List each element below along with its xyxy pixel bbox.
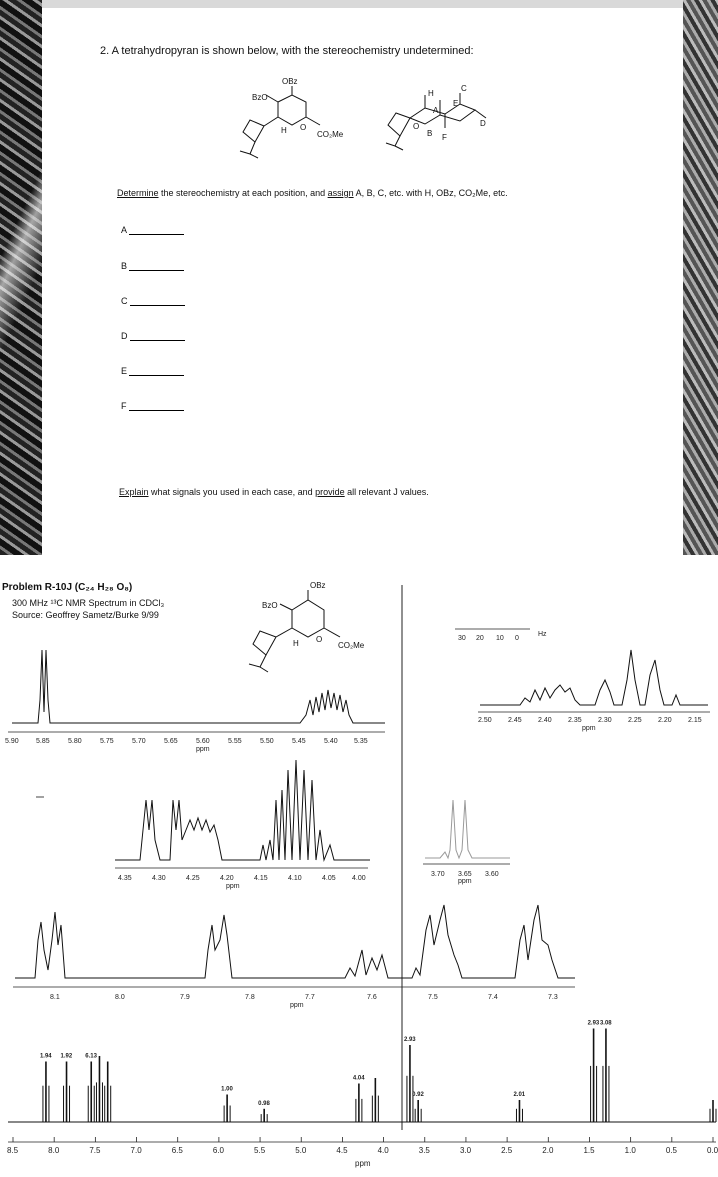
mol1-obz: OBz [282, 77, 298, 86]
aromatic-tick: 7.6 [367, 994, 377, 1001]
inset-2-tick: 2.30 [598, 717, 612, 724]
inset-1-tick: 5.75 [100, 738, 114, 745]
x-tick-label: 3.5 [418, 1146, 430, 1155]
blank-label: F [121, 401, 127, 411]
inset-2-unit: ppm [582, 725, 596, 732]
inset-3-tick: 4.20 [220, 875, 234, 882]
inset-1-tick: 5.55 [228, 738, 242, 745]
inset-2-tick: 2.15 [688, 717, 702, 724]
integral-label: 2.01 [513, 1092, 526, 1098]
hz-unit: Hz [538, 631, 547, 638]
inset-2-trace [480, 650, 708, 705]
inset-4-trace [425, 800, 510, 858]
inset-1-tick: 5.45 [292, 738, 306, 745]
blank-label: A [121, 225, 128, 235]
aromatic-tick: 7.5 [428, 994, 438, 1001]
integral-label: 1.00 [221, 1086, 233, 1093]
x-tick-label: 8.0 [48, 1146, 60, 1155]
inset-1 [8, 650, 385, 732]
main-spectrum [7, 1021, 718, 1156]
inset-4-unit: ppm [458, 878, 472, 885]
x-tick-label: 7.0 [130, 1146, 142, 1155]
mol1-bzo: BzO [252, 93, 268, 102]
mol1-h: H [281, 126, 287, 135]
integral-label: 0.92 [412, 1092, 424, 1098]
integral-label: 2.93 [403, 1037, 416, 1043]
mol1-o: O [300, 123, 307, 132]
problem-spectrum-info: 300 MHz ¹³C NMR Spectrum in CDCl₃ [12, 598, 165, 608]
integral-label: 1.94 [39, 1053, 52, 1060]
mol2-label-e: E [453, 99, 459, 108]
instr-verb2: assign [327, 188, 354, 198]
blank-label: B [121, 261, 128, 271]
explain-rest: all relevant J values. [344, 487, 429, 497]
integral-label: 4.04 [352, 1075, 365, 1082]
aromatic-tick: 7.7 [305, 994, 315, 1001]
inset-2-tick: 2.20 [658, 717, 672, 724]
aromatic-tick: 7.8 [245, 994, 255, 1001]
inset-1-tick: 5.35 [354, 738, 368, 745]
x-tick-label: 0.0 [707, 1146, 718, 1155]
mol3-o: O [316, 635, 323, 644]
x-tick-label: 7.5 [89, 1146, 101, 1155]
x-tick-label: 1.0 [624, 1146, 636, 1155]
inset-1-tick: 5.90 [5, 738, 19, 745]
integral-label: 3.08 [599, 1020, 612, 1027]
inset-1-unit: ppm [196, 746, 210, 753]
x-tick-label: 5.5 [254, 1146, 266, 1155]
instr-verb: Determine [117, 188, 159, 198]
hz-tick: 30 [458, 635, 466, 642]
inset-3-tick: 4.30 [152, 875, 166, 882]
instr-rest: A, B, C, etc. with H, OBz, CO₂Me, etc. [353, 188, 508, 198]
mol2-o: O [413, 122, 420, 131]
inset-1-tick: 5.70 [132, 738, 146, 745]
mol3-bzo: BzO [262, 601, 278, 610]
aromatic-tick: 7.9 [180, 994, 190, 1001]
inset-4 [423, 800, 510, 864]
mol1-co2me: CO₂Me [317, 130, 344, 139]
blank-label: D [121, 331, 128, 341]
x-tick-label: 4.0 [377, 1146, 389, 1155]
integral-label: 2.93 [587, 1020, 600, 1027]
problem-title: Problem R-10J (C₂₄ H₂₈ O₈) [2, 582, 133, 593]
inset-3-tick: 4.35 [118, 875, 132, 882]
x-tick-label: 4.5 [336, 1146, 348, 1155]
x-tick-label: 1.5 [583, 1146, 595, 1155]
aromatic-unit: ppm [290, 1002, 304, 1009]
inset-2-tick: 2.50 [478, 717, 492, 724]
mol2-label-b: B [427, 129, 433, 138]
inset-2-tick: 2.35 [568, 717, 582, 724]
inset-3-tick: 4.00 [352, 875, 366, 882]
mol2-label-d: D [480, 119, 486, 128]
x-tick-label: 0.5 [665, 1146, 677, 1155]
inset-3-trace [115, 760, 370, 860]
aromatic-tick: 8.1 [50, 994, 60, 1001]
mol2-label-f: F [442, 133, 447, 142]
x-tick-label: 6.0 [212, 1146, 225, 1155]
x-tick-label: 5.0 [295, 1146, 307, 1155]
x-tick-label: 2.0 [542, 1146, 554, 1155]
mol2-label-a: A [433, 106, 439, 115]
integral-label: 0.98 [258, 1100, 270, 1107]
blank-label: C [121, 296, 128, 306]
hz-tick: 10 [496, 635, 504, 642]
inset-1-tick: 5.80 [68, 738, 82, 745]
x-tick-label: 6.5 [171, 1146, 183, 1155]
inset-1-tick: 5.40 [324, 738, 338, 745]
inset-3-tick: 4.15 [254, 875, 268, 882]
inset-3-unit: ppm [226, 883, 240, 890]
inset-2 [478, 650, 710, 712]
integral-label: 1.92 [60, 1053, 73, 1060]
molecule-chair [386, 93, 486, 150]
aromatic-trace [15, 905, 575, 978]
inset-3 [115, 760, 370, 868]
inset-4-tick: 3.70 [431, 871, 445, 878]
main-x-label: ppm [355, 1159, 371, 1168]
inset-3-tick: 4.10 [288, 875, 302, 882]
inset-3-tick: 4.05 [322, 875, 336, 882]
inset-1-tick: 5.50 [260, 738, 274, 745]
inset-3-tick: 4.25 [186, 875, 200, 882]
mol3-co2me: CO₂Me [338, 641, 365, 650]
aromatic-region [13, 905, 575, 987]
explain-verb: Explain [119, 487, 149, 497]
inset-1-tick: 5.60 [196, 738, 210, 745]
hz-tick: 20 [476, 635, 484, 642]
inset-1-tick: 5.65 [164, 738, 178, 745]
question-title: 2. A tetrahydropyran is shown below, with the stereochemistry undetermined: [100, 45, 474, 57]
mol3-h: H [293, 639, 299, 648]
inset-2-tick: 2.25 [628, 717, 642, 724]
integral-label: 6.13 [85, 1053, 97, 1060]
explain-verb2: provide [315, 487, 345, 497]
mol2-h: H [428, 89, 434, 98]
inset-2-tick: 2.45 [508, 717, 522, 724]
x-tick-label: 8.5 [7, 1146, 19, 1155]
hz-tick: 0 [515, 635, 519, 642]
mol2-label-c: C [461, 84, 467, 93]
x-tick-label: 3.0 [459, 1146, 472, 1155]
hz-scale [455, 629, 547, 642]
aromatic-tick: 8.0 [115, 994, 125, 1001]
inset-2-tick: 2.40 [538, 717, 552, 724]
aromatic-tick: 7.3 [548, 994, 558, 1001]
mol3-obz: OBz [310, 581, 326, 590]
inset-4-tick: 3.65 [458, 871, 472, 878]
inset-1-trace [12, 650, 385, 723]
inset-4-tick: 3.60 [485, 871, 499, 878]
explain-mid: what signals you used in each case, and [148, 487, 316, 497]
problem-source: Source: Geoffrey Sametz/Burke 9/99 [12, 610, 159, 620]
blank-label: E [121, 366, 128, 376]
x-tick-label: 2.5 [501, 1146, 513, 1155]
inset-1-tick: 5.85 [36, 738, 50, 745]
aromatic-tick: 7.4 [488, 994, 498, 1001]
instr-mid: the stereochemistry at each position, and [158, 188, 328, 198]
